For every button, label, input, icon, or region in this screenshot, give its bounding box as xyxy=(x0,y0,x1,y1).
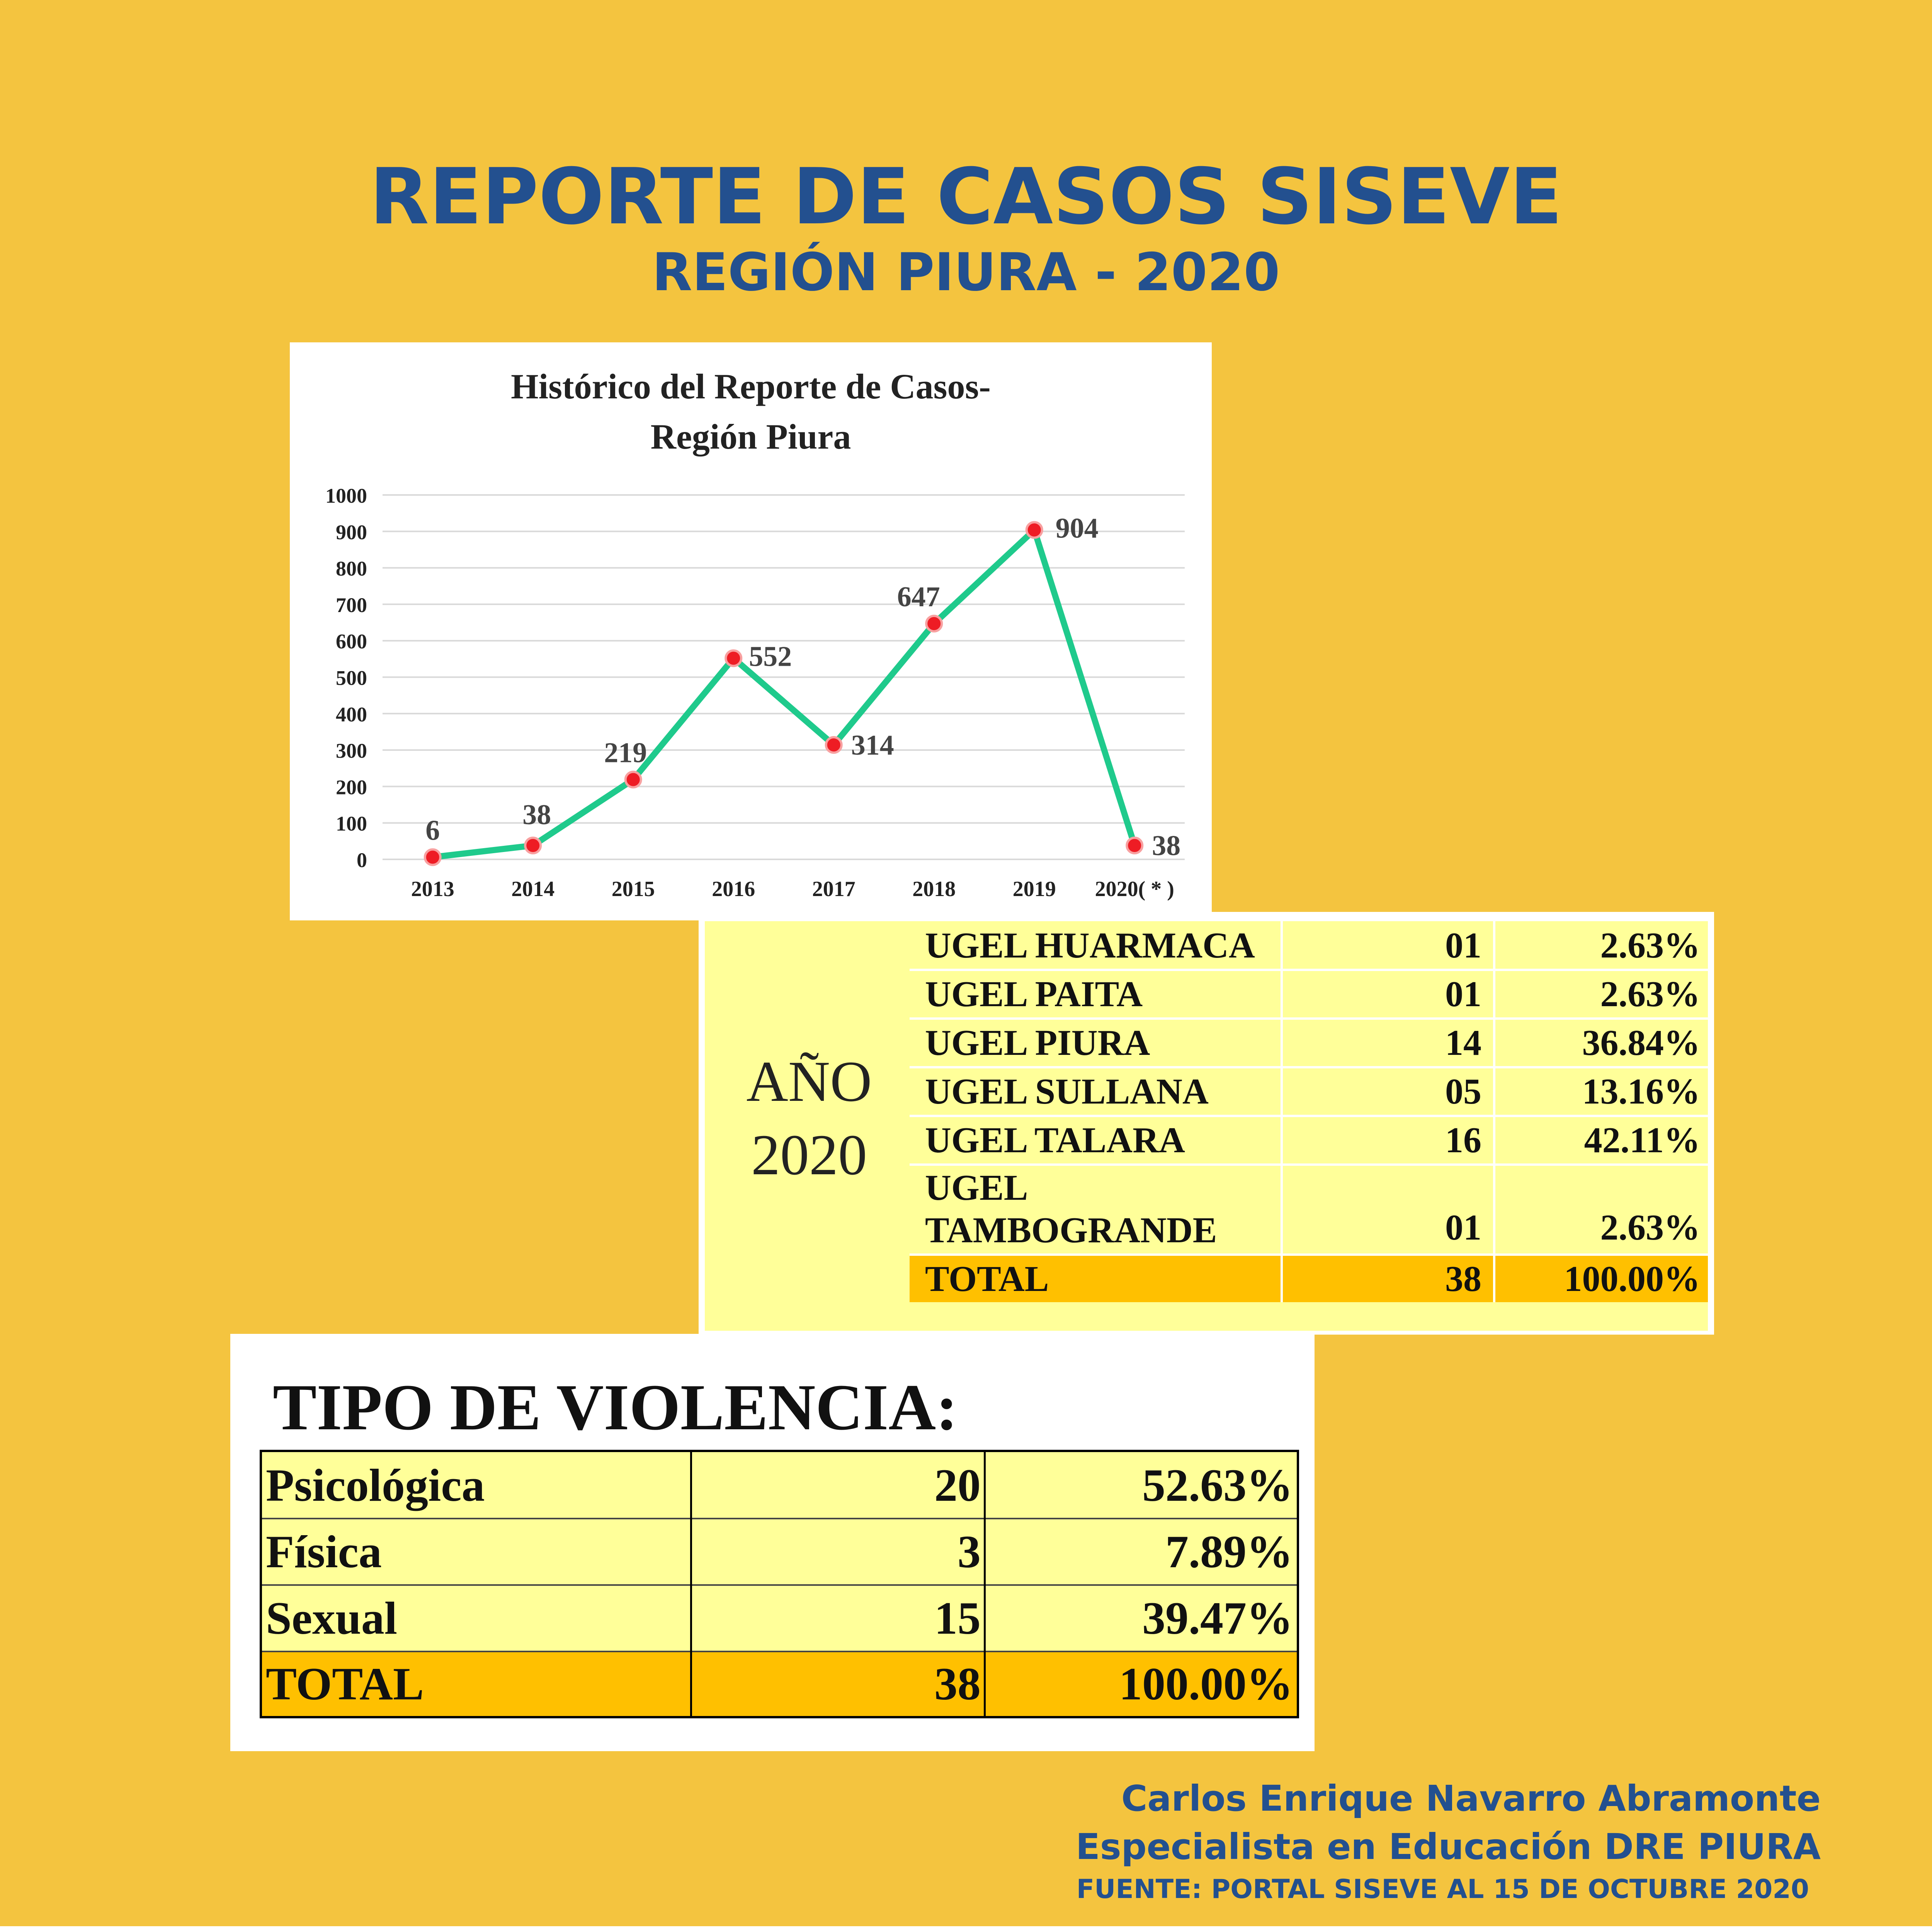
chart-y-ticks xyxy=(325,484,367,872)
ugel-percent: 42.11% xyxy=(1584,1120,1700,1160)
chart-x-ticks xyxy=(411,877,1174,901)
author-role: Especialista en Educación DRE PIURA xyxy=(1076,1826,1821,1867)
row-divider xyxy=(910,1066,1708,1068)
ugel-table xyxy=(705,921,1708,1331)
violence-total-percent: 100.00% xyxy=(1119,1658,1293,1709)
violence-row xyxy=(262,1519,1297,1585)
x-tick-label: 2014 xyxy=(511,877,555,901)
ugel-row xyxy=(910,1067,1708,1116)
x-tick-label: 2016 xyxy=(712,877,755,901)
violence-percent: 7.89% xyxy=(1165,1526,1293,1577)
violence-row xyxy=(262,1585,1297,1651)
ugel-total-row xyxy=(910,1256,1708,1302)
ugel-percent: 2.63% xyxy=(1600,1208,1700,1248)
row-divider xyxy=(262,1651,1297,1652)
year-label-line-2: 2020 xyxy=(751,1123,867,1187)
violence-percent: 39.47% xyxy=(1142,1592,1293,1644)
ugel-name xyxy=(910,1165,1281,1253)
ugel-name: UGEL TALARA xyxy=(925,1120,1185,1160)
data-point xyxy=(525,838,541,853)
row-divider xyxy=(910,1253,1708,1256)
violence-total-label: TOTAL xyxy=(266,1658,424,1709)
ugel-name: UGEL HUARMACA xyxy=(925,925,1255,966)
ugel-table-panel xyxy=(699,912,1714,1335)
chart-grid xyxy=(383,495,1185,859)
row-divider xyxy=(262,1518,1297,1519)
violence-type: Psicológica xyxy=(266,1459,485,1511)
row-divider xyxy=(262,1584,1297,1586)
data-point xyxy=(826,737,842,753)
page-subtitle: REGIÓN PIURA - 2020 xyxy=(652,242,1280,303)
source-note: FUENTE: PORTAL SISEVE AL 15 DE OCTUBRE 2020 xyxy=(1076,1874,1809,1905)
x-tick-label: 2017 xyxy=(812,877,855,901)
data-point xyxy=(1127,838,1142,853)
row-divider xyxy=(910,1017,1708,1020)
column-divider xyxy=(1281,921,1283,1302)
ugel-count: 05 xyxy=(1445,1071,1481,1112)
ugel-name: UGEL PIURA xyxy=(925,1023,1150,1063)
ugel-name: UGEL SULLANA xyxy=(925,1071,1209,1112)
x-tick-label: 2015 xyxy=(611,877,655,901)
violence-count: 20 xyxy=(934,1459,981,1511)
data-label: 314 xyxy=(851,729,894,761)
violence-percent: 52.63% xyxy=(1142,1459,1293,1511)
y-tick-label: 0 xyxy=(357,849,367,872)
y-tick-label: 800 xyxy=(336,557,367,580)
ugel-total-percent: 100.00% xyxy=(1564,1259,1700,1299)
data-point xyxy=(726,650,741,666)
ugel-percent: 2.63% xyxy=(1600,974,1700,1014)
data-label: 904 xyxy=(1055,512,1099,544)
data-label: 219 xyxy=(604,737,647,769)
data-label: 6 xyxy=(425,815,440,847)
footer-logos xyxy=(0,1926,1932,1932)
ugel-row xyxy=(910,1019,1708,1067)
line-chart xyxy=(290,342,1212,920)
violence-type: Física xyxy=(266,1526,382,1577)
ugel-name: UGEL PAITA xyxy=(925,974,1143,1014)
chart-panel xyxy=(290,342,1212,920)
violence-count: 15 xyxy=(934,1592,981,1644)
data-label: 38 xyxy=(522,799,551,831)
ugel-count: 01 xyxy=(1445,974,1481,1014)
violence-total-count: 38 xyxy=(934,1658,981,1709)
row-divider xyxy=(910,1163,1708,1166)
violence-row xyxy=(262,1452,1297,1519)
row-divider xyxy=(910,969,1708,971)
ugel-total-count: 38 xyxy=(1445,1259,1481,1299)
ugel-row xyxy=(910,1116,1708,1165)
column-divider xyxy=(984,1452,986,1716)
ugel-count: 01 xyxy=(1445,925,1481,966)
ugel-row xyxy=(910,1165,1708,1253)
violence-table-title: TIPO DE VIOLENCIA: xyxy=(273,1371,958,1444)
violence-total-row xyxy=(262,1651,1297,1716)
y-tick-label: 600 xyxy=(336,630,367,653)
column-divider xyxy=(1493,921,1495,1302)
page-title: REPORTE DE CASOS SISEVE xyxy=(369,152,1563,242)
column-divider xyxy=(690,1452,692,1716)
ugel-count: 16 xyxy=(1445,1120,1481,1160)
x-tick-label: 2013 xyxy=(411,877,454,901)
chart-title-line-1: Histórico del Reporte de Casos- xyxy=(511,367,991,406)
data-point xyxy=(626,772,641,787)
data-label: 552 xyxy=(749,641,792,673)
data-label: 647 xyxy=(897,581,940,613)
y-tick-label: 500 xyxy=(336,666,367,690)
ugel-total-label: TOTAL xyxy=(925,1259,1049,1299)
y-tick-label: 700 xyxy=(336,593,367,617)
author-name: Carlos Enrique Navarro Abramonte xyxy=(1121,1778,1821,1819)
x-tick-label: 2019 xyxy=(1012,877,1056,901)
ugel-name-line-1: UGEL xyxy=(925,1168,1028,1208)
ugel-row xyxy=(910,921,1708,970)
y-tick-label: 400 xyxy=(336,702,367,726)
ugel-name-line-2: TAMBOGRANDE xyxy=(925,1210,1217,1250)
ugel-row xyxy=(910,970,1708,1019)
y-tick-label: 200 xyxy=(336,776,367,799)
y-tick-label: 300 xyxy=(336,739,367,763)
violence-type: Sexual xyxy=(266,1592,398,1644)
year-label xyxy=(728,1045,890,1192)
x-tick-label: 2018 xyxy=(912,877,956,901)
y-tick-label: 900 xyxy=(336,520,367,544)
year-label-line-1: AÑO xyxy=(746,1049,872,1114)
y-tick-label: 100 xyxy=(336,812,367,835)
violence-count: 3 xyxy=(957,1526,981,1577)
ugel-percent: 2.63% xyxy=(1600,925,1700,966)
ugel-count: 01 xyxy=(1445,1208,1481,1248)
data-point xyxy=(926,616,942,631)
ugel-percent: 13.16% xyxy=(1582,1071,1700,1112)
violence-table xyxy=(260,1450,1299,1718)
ugel-count: 14 xyxy=(1445,1023,1481,1063)
chart-data-labels xyxy=(425,513,1180,862)
x-tick-label: 2020( * ) xyxy=(1095,877,1174,901)
chart-title-line-2: Región Piura xyxy=(650,417,851,456)
data-label: 38 xyxy=(1152,830,1181,862)
violence-table-panel xyxy=(230,1334,1315,1751)
data-point xyxy=(425,849,440,865)
ugel-percent: 36.84% xyxy=(1582,1023,1700,1063)
row-divider xyxy=(910,1115,1708,1117)
y-tick-label: 1000 xyxy=(325,484,367,507)
data-point xyxy=(1027,522,1042,538)
